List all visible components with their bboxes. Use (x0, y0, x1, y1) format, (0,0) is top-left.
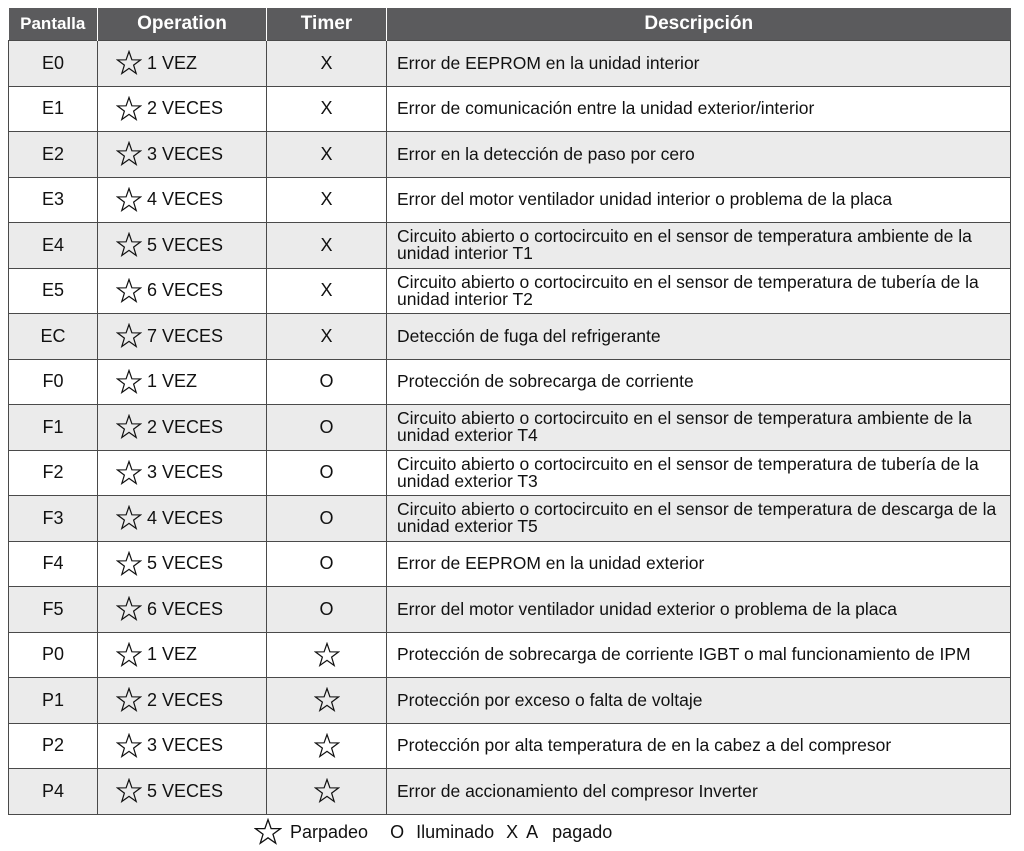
star-outline-icon (314, 733, 340, 759)
cell-timer (267, 541, 387, 587)
cell-timer (267, 450, 387, 496)
star-outline-icon (116, 278, 142, 304)
cell-descripcion: Error de EEPROM en la unidad exterior (387, 541, 1011, 587)
star-outline-icon (314, 778, 340, 804)
cell-descripcion: Error de accionamiento del compresor Inverter (387, 769, 1011, 815)
star-outline-icon (116, 96, 142, 122)
cell-operation (98, 223, 267, 269)
star-outline-icon (116, 141, 142, 167)
table-row (9, 359, 1011, 405)
star-outline-icon (116, 323, 142, 349)
legend-on-label: Iluminado (416, 821, 495, 842)
star-outline-icon (314, 642, 340, 668)
cell-descripcion: Protección por alta temperatura de en la cabez a del compresor (387, 723, 1011, 769)
operation-count: 4 VECES (147, 507, 224, 528)
cell-operation (98, 496, 267, 542)
cell-pantalla: E5 (9, 268, 98, 314)
cell-descripcion: Circuito abierto o cortocircuito en el sensor de temperatura de tubería de la unidad exterior T3 (387, 450, 1011, 496)
cell-descripcion: Detección de fuga del refrigerante (387, 314, 1011, 360)
star-outline-icon (116, 414, 142, 440)
cell-descripcion: Protección por exceso o falta de voltaje (387, 678, 1011, 724)
legend-on-symbol: O (390, 821, 405, 842)
timer-value: X (320, 280, 333, 301)
cell-timer (267, 678, 387, 724)
operation-count: 4 VECES (147, 189, 224, 210)
cell-operation (98, 314, 267, 360)
table-row (9, 450, 1011, 496)
cell-operation (98, 769, 267, 815)
operation-count: 1 VEZ (147, 371, 198, 392)
cell-descripcion: Circuito abierto o cortocircuito en el sensor de temperatura ambiente de la unidad interior T1 (387, 223, 1011, 269)
timer-value: O (319, 371, 334, 392)
cell-descripcion: Error en la detección de paso por cero (387, 132, 1011, 178)
cell-operation (98, 723, 267, 769)
cell-pantalla: F4 (9, 541, 98, 587)
operation-count: 7 VECES (147, 325, 224, 346)
cell-timer (267, 587, 387, 633)
legend (254, 818, 612, 846)
cell-timer (267, 268, 387, 314)
cell-operation (98, 587, 267, 633)
operation-count: 5 VECES (147, 553, 224, 574)
cell-pantalla: E4 (9, 223, 98, 269)
cell-descripcion: Circuito abierto o cortocircuito en el sensor de temperatura ambiente de la unidad exterior T4 (387, 405, 1011, 451)
table-row (9, 587, 1011, 633)
cell-timer (267, 223, 387, 269)
cell-operation (98, 132, 267, 178)
star-outline-icon (116, 733, 142, 759)
table-row (9, 86, 1011, 132)
header-pantalla: Pantalla (9, 8, 98, 41)
operation-count: 6 VECES (147, 598, 224, 619)
cell-descripcion: Error de EEPROM en la unidad interior (387, 41, 1011, 87)
timer-value: X (320, 143, 333, 164)
star-outline-icon (116, 50, 142, 76)
cell-pantalla: F0 (9, 359, 98, 405)
cell-timer (267, 314, 387, 360)
timer-value: X (320, 52, 333, 73)
cell-timer (267, 723, 387, 769)
cell-pantalla: P0 (9, 632, 98, 678)
operation-count: 2 VECES (147, 416, 224, 437)
star-outline-icon (116, 551, 142, 577)
cell-timer (267, 359, 387, 405)
table-body (9, 41, 1011, 815)
legend-off-symbol: X (506, 821, 519, 842)
timer-value: X (320, 325, 333, 346)
timer-value: O (319, 507, 334, 528)
star-outline-icon (254, 818, 282, 846)
star-outline-icon (116, 778, 142, 804)
operation-count: 1 VEZ (147, 644, 198, 665)
cell-operation (98, 450, 267, 496)
cell-operation (98, 632, 267, 678)
cell-descripcion: Error del motor ventilador unidad interior o problema de la placa (387, 177, 1011, 223)
cell-pantalla: E0 (9, 41, 98, 87)
timer-value: O (319, 462, 334, 483)
cell-pantalla: F5 (9, 587, 98, 633)
cell-pantalla: F3 (9, 496, 98, 542)
star-outline-icon (314, 687, 340, 713)
cell-descripcion: Circuito abierto o cortocircuito en el sensor de temperatura de descarga de la unidad exterior T5 (387, 496, 1011, 542)
timer-value: O (319, 598, 334, 619)
operation-count: 6 VECES (147, 280, 224, 301)
cell-descripcion: Protección de sobrecarga de corriente IGBT o mal funcionamiento de IPM (387, 632, 1011, 678)
table-row (9, 132, 1011, 178)
table-row (9, 632, 1011, 678)
cell-pantalla: F2 (9, 450, 98, 496)
legend-blink-label: Parpadeo (290, 821, 369, 842)
cell-pantalla: P1 (9, 678, 98, 724)
cell-pantalla: EC (9, 314, 98, 360)
error-table (8, 8, 1011, 815)
timer-value: X (320, 234, 333, 255)
star-outline-icon (116, 687, 142, 713)
header-descripcion: Descripción (387, 8, 1011, 41)
cell-timer (267, 41, 387, 87)
table-row (9, 723, 1011, 769)
cell-descripcion: Circuito abierto o cortocircuito en el sensor de temperatura de tubería de la unidad interior T2 (387, 268, 1011, 314)
header-operation: Operation (98, 8, 267, 41)
cell-operation (98, 86, 267, 132)
star-outline-icon (116, 187, 142, 213)
legend-off-label: A pagado (526, 821, 613, 842)
table-row (9, 41, 1011, 87)
operation-count: 3 VECES (147, 143, 224, 164)
table-header (9, 8, 1011, 41)
operation-count: 2 VECES (147, 98, 224, 119)
operation-count: 3 VECES (147, 462, 224, 483)
table-row (9, 678, 1011, 724)
cell-pantalla: E1 (9, 86, 98, 132)
timer-value: O (319, 416, 334, 437)
cell-pantalla: P4 (9, 769, 98, 815)
table-row (9, 496, 1011, 542)
cell-timer (267, 496, 387, 542)
operation-count: 2 VECES (147, 689, 224, 710)
table-row (9, 541, 1011, 587)
table-row (9, 223, 1011, 269)
star-outline-icon (116, 596, 142, 622)
cell-pantalla: E3 (9, 177, 98, 223)
operation-count: 5 VECES (147, 780, 224, 801)
cell-operation (98, 177, 267, 223)
cell-operation (98, 678, 267, 724)
star-outline-icon (116, 232, 142, 258)
cell-operation (98, 405, 267, 451)
star-outline-icon (116, 505, 142, 531)
cell-operation (98, 41, 267, 87)
cell-pantalla: P2 (9, 723, 98, 769)
header-timer: Timer (267, 8, 387, 41)
cell-operation (98, 268, 267, 314)
timer-value: O (319, 553, 334, 574)
cell-timer (267, 177, 387, 223)
cell-timer (267, 632, 387, 678)
cell-pantalla: E2 (9, 132, 98, 178)
cell-timer (267, 132, 387, 178)
table-row (9, 769, 1011, 815)
operation-count: 1 VEZ (147, 52, 198, 73)
star-outline-icon (116, 642, 142, 668)
operation-count: 5 VECES (147, 234, 224, 255)
cell-timer (267, 86, 387, 132)
cell-timer (267, 405, 387, 451)
timer-value: X (320, 189, 333, 210)
operation-count: 3 VECES (147, 735, 224, 756)
table-row (9, 177, 1011, 223)
cell-operation (98, 541, 267, 587)
cell-operation (98, 359, 267, 405)
cell-descripcion: Protección de sobrecarga de corriente (387, 359, 1011, 405)
cell-descripcion: Error de comunicación entre la unidad exterior/interior (387, 86, 1011, 132)
table-row (9, 405, 1011, 451)
error-code-table (8, 8, 1011, 815)
cell-descripcion: Error del motor ventilador unidad exterior o problema de la placa (387, 587, 1011, 633)
cell-timer (267, 769, 387, 815)
table-row (9, 268, 1011, 314)
table-row (9, 314, 1011, 360)
timer-value: X (320, 98, 333, 119)
star-outline-icon (116, 460, 142, 486)
star-outline-icon (116, 369, 142, 395)
cell-pantalla: F1 (9, 405, 98, 451)
